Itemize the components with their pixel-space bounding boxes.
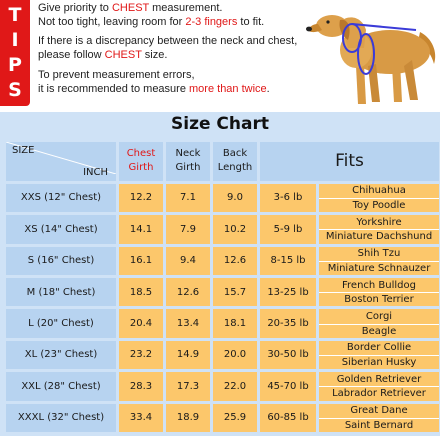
back-length-cell: 18.1 (213, 309, 257, 337)
neck-girth-cell: 18.9 (166, 404, 210, 432)
breed-name: Boston Terrier (319, 292, 439, 306)
size-cell: XXS (12" Chest) (6, 184, 116, 212)
weight-cell: 60-85 lb (260, 404, 316, 432)
back-length-cell: 9.0 (213, 184, 257, 212)
tips-text (38, 2, 308, 103)
fits-cell (319, 341, 439, 369)
chest-girth-cell: 28.3 (119, 372, 163, 400)
fits-cell (319, 404, 439, 432)
tips-letter-t: T (8, 4, 22, 26)
header-size-inch (6, 142, 116, 181)
weight-cell: 30-50 lb (260, 341, 316, 369)
breed-name: Toy Poodle (319, 198, 439, 212)
back-length-cell: 10.2 (213, 215, 257, 243)
header-chest-girth: Chest Girth (119, 142, 163, 181)
table-header-row (6, 142, 439, 181)
breed-name: Chihuahua (352, 185, 406, 197)
weight-cell: 13-25 lb (260, 278, 316, 306)
breed-name: Siberian Husky (319, 355, 439, 369)
size-cell: XL (23" Chest) (6, 341, 116, 369)
table-row (6, 404, 439, 432)
fits-cell (319, 309, 439, 337)
size-chart (0, 112, 440, 436)
back-length-cell: 25.9 (213, 404, 257, 432)
fits-cell (319, 278, 439, 306)
chart-title: Size Chart (171, 114, 269, 134)
breed-name: Golden Retriever (336, 373, 422, 385)
header-size: SIZE (12, 145, 35, 156)
table-row (6, 247, 439, 275)
size-table (3, 139, 440, 435)
breed-name: Labrador Retriever (319, 386, 439, 400)
table-row (6, 184, 439, 212)
breed-name: Border Collie (346, 342, 412, 354)
neck-girth-cell: 12.6 (166, 278, 210, 306)
chest-girth-cell: 12.2 (119, 184, 163, 212)
neck-girth-cell: 17.3 (166, 372, 210, 400)
size-cell: XXXL (32" Chest) (6, 404, 116, 432)
tip-priority: Give priority to CHEST measurement. Not too tight, leaving room for 2-3 fingers to fit. (38, 2, 265, 28)
breed-name: Saint Bernard (319, 418, 439, 432)
weight-cell: 3-6 lb (260, 184, 316, 212)
size-cell: XS (14" Chest) (6, 215, 116, 243)
neck-girth-cell: 7.9 (166, 215, 210, 243)
weight-cell: 20-35 lb (260, 309, 316, 337)
breed-name: French Bulldog (342, 279, 416, 291)
weight-cell: 8-15 lb (260, 247, 316, 275)
back-length-cell: 22.0 (213, 372, 257, 400)
breed-name: Great Dane (350, 405, 408, 417)
header-neck-girth: Neck Girth (166, 142, 210, 181)
table-row (6, 372, 439, 400)
chest-girth-cell: 14.1 (119, 215, 163, 243)
breed-name: Shih Tzu (357, 248, 401, 260)
size-cell: XXL (28" Chest) (6, 372, 116, 400)
neck-girth-cell: 7.1 (166, 184, 210, 212)
breed-name: Miniature Schnauzer (319, 261, 439, 275)
table-row (6, 309, 439, 337)
back-length-cell: 15.7 (213, 278, 257, 306)
table-row (6, 215, 439, 243)
size-cell: M (18" Chest) (6, 278, 116, 306)
tip-measure: To prevent measurement errors, it is recommended to measure more than twice. (38, 69, 270, 95)
size-cell: S (16" Chest) (6, 247, 116, 275)
dog-illustration (282, 0, 440, 112)
breed-name: Beagle (319, 324, 439, 338)
table-row (6, 278, 439, 306)
chest-girth-cell: 16.1 (119, 247, 163, 275)
size-cell: L (20" Chest) (6, 309, 116, 337)
header-inch: INCH (83, 166, 108, 178)
neck-girth-cell: 13.4 (166, 309, 210, 337)
back-length-cell: 20.0 (213, 341, 257, 369)
breed-name: Yorkshire (356, 216, 402, 228)
neck-girth-cell: 14.9 (166, 341, 210, 369)
chest-girth-cell: 23.2 (119, 341, 163, 369)
chest-girth-cell: 20.4 (119, 309, 163, 337)
fits-cell (319, 247, 439, 275)
tip-discrepancy: If there is a discrepancy between the neck and chest, please follow CHEST size. (38, 35, 298, 61)
tips-letter-s: S (8, 79, 22, 101)
tips-letter-i: I (11, 29, 19, 51)
weight-cell: 45-70 lb (260, 372, 316, 400)
tips-letter-p: P (8, 54, 22, 76)
fits-cell (319, 184, 439, 212)
neck-girth-cell: 9.4 (166, 247, 210, 275)
back-length-cell: 12.6 (213, 247, 257, 275)
table-row (6, 341, 439, 369)
breed-name: Miniature Dachshund (319, 229, 439, 243)
chest-girth-cell: 33.4 (119, 404, 163, 432)
chest-girth-cell: 18.5 (119, 278, 163, 306)
fits-cell (319, 215, 439, 243)
weight-cell: 5-9 lb (260, 215, 316, 243)
tips-banner (0, 0, 30, 106)
fits-cell (319, 372, 439, 400)
header-fits: Fits (260, 142, 439, 181)
breed-name: Corgi (365, 310, 393, 322)
header-back-length: Back Length (213, 142, 257, 181)
